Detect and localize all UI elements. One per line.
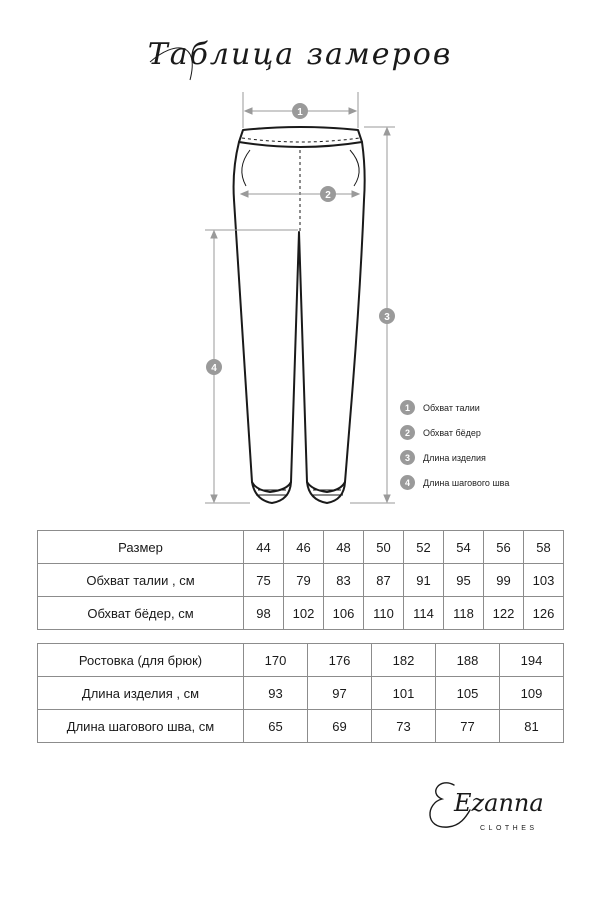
table-row (38, 597, 564, 630)
svg-text:1: 1 (297, 107, 303, 118)
table-cell: 73 (372, 710, 436, 743)
svg-text:4: 4 (211, 363, 217, 374)
left-pocket (242, 150, 250, 186)
brand-logo (420, 755, 580, 845)
table-cell: 114 (404, 597, 444, 630)
table-cell: 103 (524, 564, 564, 597)
logo-sub-text: CLOTHES (480, 825, 538, 832)
row-label: Длина изделия , см (38, 677, 244, 710)
table-row (38, 677, 564, 710)
logo-brand-text: Ezanna (454, 789, 544, 817)
arrow-head (384, 495, 390, 502)
legend-label: Длина изделия (423, 452, 486, 463)
legend-number: 4 (400, 475, 415, 490)
table-cell: 97 (308, 677, 372, 710)
table-cell: 48 (324, 531, 364, 564)
page-title-text: Таблица замеров (147, 37, 453, 72)
legend-label: Обхват талии (423, 402, 480, 413)
table-cell: 105 (436, 677, 500, 710)
marker-waist (292, 103, 308, 119)
table-cell: 110 (364, 597, 404, 630)
row-label: Размер (38, 531, 244, 564)
table-cell: 95 (444, 564, 484, 597)
table-cell: 77 (436, 710, 500, 743)
table-cell: 101 (372, 677, 436, 710)
marker-hip (320, 186, 336, 202)
legend-item (400, 445, 600, 470)
legend-number: 2 (400, 425, 415, 440)
arrow-head (211, 231, 217, 238)
table-cell: 69 (308, 710, 372, 743)
arrow-head (352, 191, 359, 197)
legend-number: 3 (400, 450, 415, 465)
row-label: Длина шагового шва, см (38, 710, 244, 743)
table-cell: 194 (500, 644, 564, 677)
table-cell: 65 (244, 710, 308, 743)
table-cell: 182 (372, 644, 436, 677)
arrow-head (384, 128, 390, 135)
table-cell: 126 (524, 597, 564, 630)
row-label: Обхват бёдер, см (38, 597, 244, 630)
table-row (38, 564, 564, 597)
height-table (37, 643, 564, 743)
arrow-head (211, 495, 217, 502)
table-row (38, 644, 564, 677)
table-row (38, 531, 564, 564)
table-cell: 109 (500, 677, 564, 710)
table-cell: 81 (500, 710, 564, 743)
table-cell: 50 (364, 531, 404, 564)
table-cell: 188 (436, 644, 500, 677)
table-cell: 83 (324, 564, 364, 597)
table-cell: 122 (484, 597, 524, 630)
legend-label: Длина шагового шва (423, 477, 510, 488)
table-cell: 170 (244, 644, 308, 677)
measurement-legend (400, 395, 600, 495)
arrow-head (245, 108, 252, 114)
table-cell: 91 (404, 564, 444, 597)
marker-inseam (206, 359, 222, 375)
table-cell: 54 (444, 531, 484, 564)
marker-length (379, 308, 395, 324)
right-pocket (350, 150, 359, 186)
table-cell: 75 (244, 564, 284, 597)
table-cell: 118 (444, 597, 484, 630)
table-cell: 46 (284, 531, 324, 564)
table-cell: 52 (404, 531, 444, 564)
table-cell: 44 (244, 531, 284, 564)
table-cell: 102 (284, 597, 324, 630)
svg-text:3: 3 (384, 312, 390, 323)
legend-item (400, 470, 600, 495)
table-cell: 56 (484, 531, 524, 564)
table-cell: 176 (308, 644, 372, 677)
table-row (38, 710, 564, 743)
waistband (239, 127, 362, 147)
table-cell: 106 (324, 597, 364, 630)
legend-label: Обхват бёдер (423, 427, 481, 438)
table-cell: 93 (244, 677, 308, 710)
row-label: Ростовка (для брюк) (38, 644, 244, 677)
legend-number: 1 (400, 400, 415, 415)
table-cell: 87 (364, 564, 404, 597)
legend-item (400, 420, 600, 445)
legend-item (400, 395, 600, 420)
table-cell: 99 (484, 564, 524, 597)
table-cell: 98 (244, 597, 284, 630)
table-cell: 58 (524, 531, 564, 564)
arrow-head (349, 108, 356, 114)
waist-stitching (242, 138, 360, 142)
row-label: Обхват талии , см (38, 564, 244, 597)
table-cell: 79 (284, 564, 324, 597)
arrow-head (241, 191, 248, 197)
size-table (37, 530, 564, 630)
svg-text:2: 2 (325, 190, 331, 201)
